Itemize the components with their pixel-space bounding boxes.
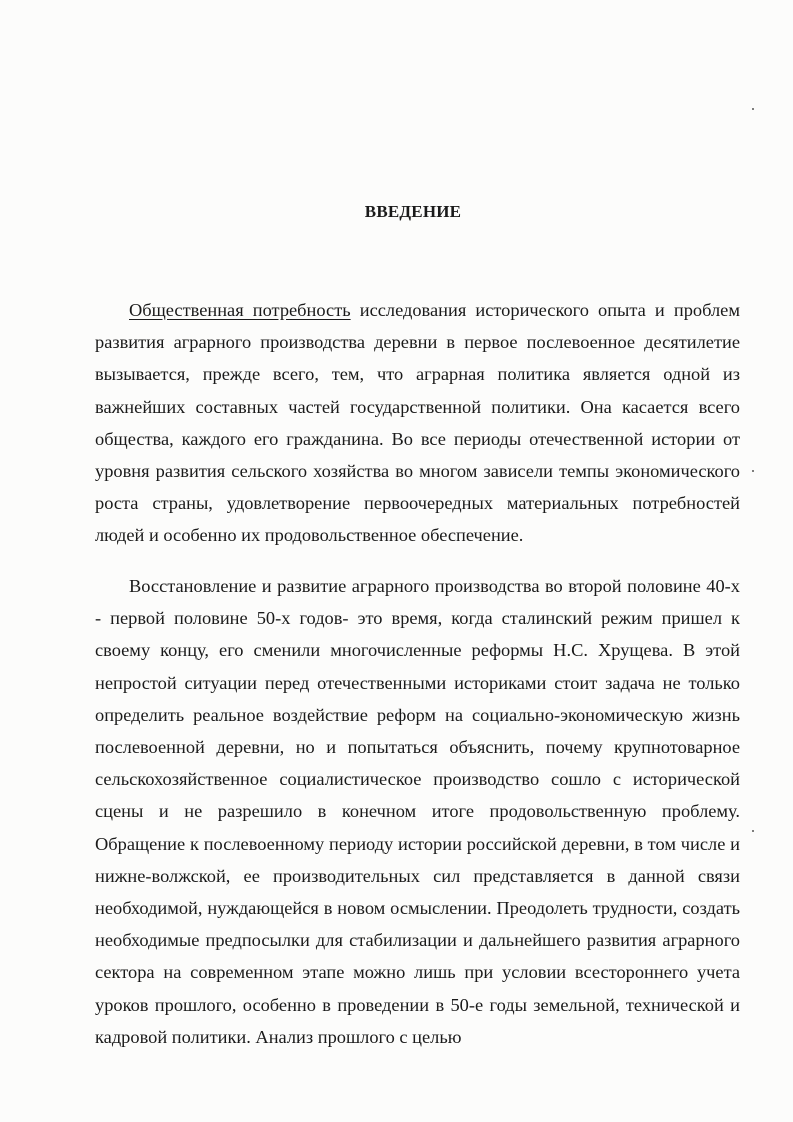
scan-speck xyxy=(752,830,754,832)
paragraph-1-text: исследования исторического опыта и проблем развития аграрного производства деревни в первое послевоенное десятилетие вызывается, прежде всего, тем, что аграрная политика является одной из важнейших составных частей государственной политики. Она касается всего общества, каждого его гражданина. Во все периоды отечественной истории от уровня развития сельского хозяйства во многом зависели темпы экономического роста страны, удовлетворение первоочередных материальных потребностей людей и особенно их продовольственное обеспечение. xyxy=(95,300,740,546)
underlined-lead: Общественная потребность xyxy=(129,300,351,320)
paragraph-1 xyxy=(95,294,740,552)
scan-speck xyxy=(752,108,754,110)
scan-speck xyxy=(752,470,754,472)
page-title: ВВЕДЕНИЕ xyxy=(364,202,462,221)
paragraph-2: Восстановление и развитие аграрного производства во второй половине 40-х - первой половине 50-х годов- это время, когда сталинский режим пришел к своему концу, его сменили многочисленные реформы Н.С. Хрущева. В этой непростой ситуации перед отечественными историками стоит задача не только определить реальное воздействие реформ на социально-экономическую жизнь послевоенной деревни, но и попытаться объяснить, почему крупнотоварное сельскохозяйственное социалистическое производство сошло с исторической сцены и не разрешило в конечном итоге продовольственную проблему. Обращение к послевоенному периоду истории российской деревни, в том числе и нижне-волжской, ее производительных сил представляется в данной связи необходимой, нуждающейся в новом осмыслении. Преодолеть трудности, создать необходимые предпосылки для стабилизации и дальнейшего развития аграрного сектора на современном этапе можно лишь при условии всестороннего учета уроков прошлого, особенно в проведении в 50-е годы земельной, технической и кадровой политики. Анализ прошлого с целью xyxy=(95,576,740,1047)
